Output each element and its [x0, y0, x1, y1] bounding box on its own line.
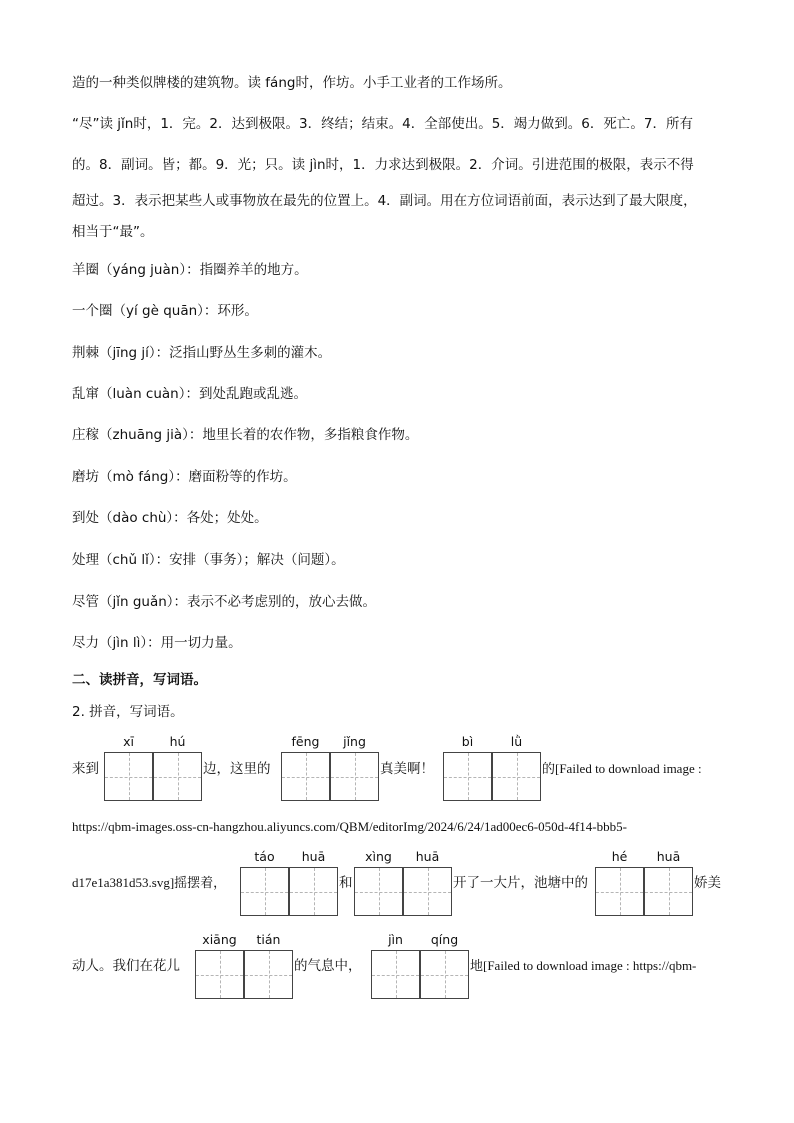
- definition-item: 乱窜（luàn cuàn）：到处乱跑或乱逃。: [72, 386, 307, 402]
- pinyin-label: bì: [461, 734, 474, 749]
- exercise-text: 边，这里的: [203, 761, 271, 777]
- writing-box[interactable]: [371, 950, 420, 999]
- paragraph-line: 超过。3．表示把某些人或事物放在最先的位置上。4．副词。用在方位词语前面，表示达到了最大限度，: [72, 193, 697, 209]
- writing-box[interactable]: [403, 867, 452, 916]
- definition-item: 磨坊（mò fáng）：磨面粉等的作坊。: [72, 469, 297, 485]
- pinyin-label: fēng: [291, 734, 320, 749]
- pinyin-label: xiāng: [202, 932, 237, 947]
- image-url-text: https://qbm-images.oss-cn-hangzhou.aliyuncs.com/QBM/editorImg/2024/6/24/1ad00ec6-050d-4f14-bbb5-: [72, 819, 627, 834]
- definition-item: 到处（dào chù）：各处；处处。: [72, 510, 268, 526]
- definition-item: 尽管（jǐn guǎn）：表示不必考虑别的，放心去做。: [72, 594, 377, 610]
- writing-box[interactable]: [595, 867, 644, 916]
- writing-box[interactable]: [240, 867, 289, 916]
- pinyin-label: xī: [123, 734, 134, 749]
- definition-item: 荆棘（jīng jí）：泛指山野丛生多刺的灌木。: [72, 345, 332, 361]
- exercise-text: 来到: [72, 761, 99, 777]
- writing-box[interactable]: [330, 752, 379, 801]
- definition-item: 处理（chǔ lǐ）：安排（事务）；解决（问题）。: [72, 552, 345, 568]
- pinyin-label: hú: [169, 734, 186, 749]
- exercise-text: 和: [339, 875, 353, 891]
- writing-box[interactable]: [195, 950, 244, 999]
- writing-box[interactable]: [443, 752, 492, 801]
- pinyin-label: xìng: [365, 849, 392, 864]
- pinyin-label: qíng: [430, 932, 459, 947]
- pinyin-label: hé: [611, 849, 628, 864]
- paragraph-line: 相当于“最”。: [72, 224, 154, 240]
- section-heading: 二、读拼音，写词语。: [72, 672, 207, 688]
- exercise-text: 动人。我们在花儿: [72, 958, 180, 974]
- definition-item: 一个圈（yí gè quān）：环形。: [72, 303, 258, 319]
- writing-box[interactable]: [153, 752, 202, 801]
- pinyin-label: huā: [301, 849, 326, 864]
- writing-box[interactable]: [354, 867, 403, 916]
- question-label: 2. 拼音，写词语。: [72, 704, 184, 720]
- pinyin-label: huā: [415, 849, 440, 864]
- paragraph-line: 造的一种类似牌楼的建筑物。读 fáng时，作坊。小手工业者的工作场所。: [72, 75, 512, 91]
- pinyin-label: jǐng: [343, 734, 366, 749]
- definition-item: 羊圈（yáng juàn）：指圈养羊的地方。: [72, 262, 308, 278]
- writing-box[interactable]: [281, 752, 330, 801]
- writing-box[interactable]: [420, 950, 469, 999]
- exercise-text: d17e1a381d53.svg]摇摆着，: [72, 875, 227, 890]
- exercise-text: 娇美: [694, 875, 721, 891]
- definition-item: 尽力（jìn lì）：用一切力量。: [72, 635, 242, 651]
- writing-box[interactable]: [104, 752, 153, 801]
- writing-box[interactable]: [644, 867, 693, 916]
- writing-box[interactable]: [244, 950, 293, 999]
- paragraph-line: “尽”读 jǐn时，1．完。2．达到极限。3．终结；结束。4．全部使出。5．竭力做到。6．死亡。7．所有: [72, 116, 693, 132]
- writing-box[interactable]: [289, 867, 338, 916]
- definition-item: 庄稼（zhuāng jià）：地里长着的农作物，多指粮食作物。: [72, 427, 419, 443]
- pinyin-label: táo: [254, 849, 275, 864]
- pinyin-label: jìn: [388, 932, 403, 947]
- image-error-text: 地[Failed to download image : https://qbm-: [470, 958, 697, 973]
- image-error-text: 的[Failed to download image :: [542, 761, 702, 776]
- pinyin-label: huā: [656, 849, 681, 864]
- exercise-text: 的气息中，: [294, 958, 362, 974]
- exercise-text: 真美啊！: [380, 761, 434, 777]
- exercise-text: 开了一大片，池塘中的: [453, 875, 588, 891]
- pinyin-label: tián: [256, 932, 281, 947]
- writing-box[interactable]: [492, 752, 541, 801]
- paragraph-line: 的。8．副词。皆；都。9．光；只。读 jìn时，1．力求达到极限。2．介词。引进范围的极限，表示不得: [72, 157, 694, 173]
- pinyin-label: lǜ: [510, 734, 523, 749]
